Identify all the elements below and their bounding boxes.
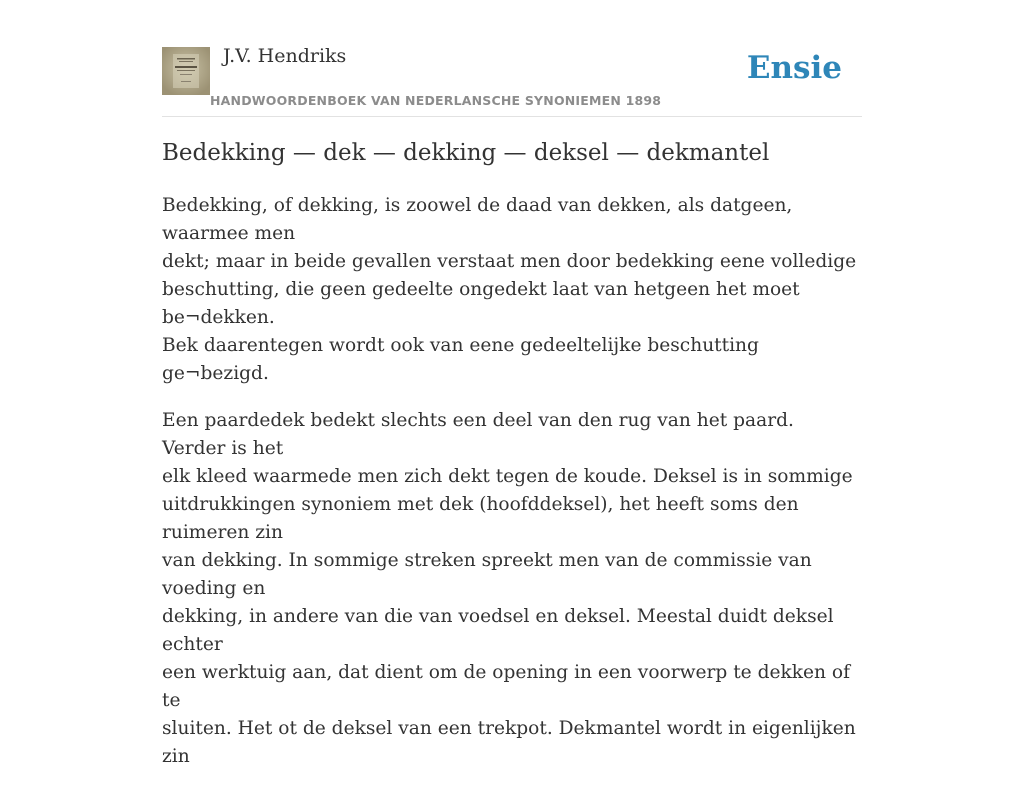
source-title[interactable]: HANDWOORDENBOEK VAN NEDERLANSCHE SYNONIEMEN 1898: [210, 93, 662, 108]
article-body: [162, 192, 862, 790]
paragraph: Een paardedek bedekt slechts een deel van den rug van het paard. Verder is het elk kleed waarmede men zich dekt tegen de koude. Deksel is in sommige uitdrukkingen synoniem met dek (hoofddeksel), het heeft soms den ruimeren zin van dekking. In sommige streken spreekt men van de commissie van voeding en dekking, in andere van die van voedsel en deksel. Meestal duidt deksel echter een werktuig aan, dat dient om de opening in een voorwerp te dekken of te sluiten. Het ot de deksel van een trekpot. Dekmantel wordt in eigenlijken zin: [162, 410, 856, 767]
page-title: Bedekking — dek — dekking — deksel — dekmantel: [162, 140, 770, 166]
book-cover-avatar[interactable]: [162, 47, 210, 95]
author-name[interactable]: J.V. Hendriks: [223, 45, 347, 67]
content: [162, 0, 862, 767]
brand-logo[interactable]: Ensie: [746, 50, 842, 86]
book-cover-icon: [162, 47, 210, 95]
paragraph: Bedekking, of dekking, is zoowel de daad van dekken, als datgeen, waarmee men dekt; maar in beide gevallen verstaat men door bedekking eene volledige beschutting, die geen gedeelte ongedekt laat van hetgeen het moet be¬dekken. Bek daarentegen wordt ook van eene gedeeltelijke beschutting ge¬bezigd.: [162, 195, 857, 384]
header: [162, 0, 862, 117]
